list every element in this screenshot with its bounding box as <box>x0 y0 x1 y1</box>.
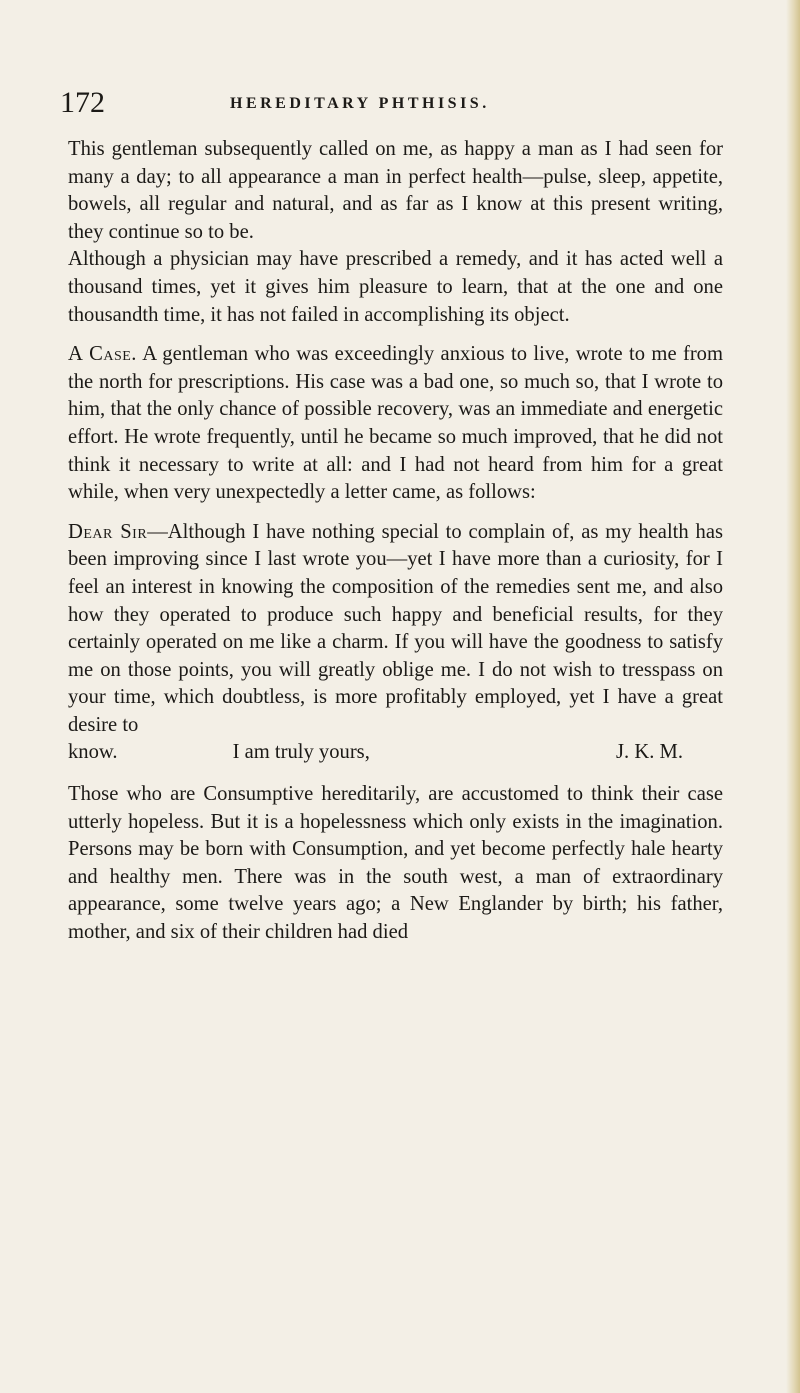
letter-closing: I am truly yours, <box>232 741 370 764</box>
letter-signature: J. K. M. <box>616 741 683 764</box>
paragraph-letter <box>68 519 723 740</box>
paragraph-a-case <box>68 341 723 507</box>
a-case-lead: A Case. <box>68 343 137 366</box>
letter-last-word-text: know. <box>68 741 118 764</box>
letter-salutation: Dear Sir <box>68 520 148 543</box>
letter-text: —Although I have nothing special to complain of, as my health has been improving since I last wrote you—yet I have more than a curiosity, for I feel an interest in knowing the composition of the remedies sent me, and also how they operated to produce such happy and beneficial results, for they certainly operated on me like a charm. If you will have the goodness to satisfy me on those points, you will greatly oblige me. I do not wish to tresspass on your time, which doubtless, is more profitably employed, yet I have a great desire to <box>68 520 723 736</box>
page-header <box>60 86 720 122</box>
letter-block <box>68 519 723 767</box>
page-number: 172 <box>60 86 105 119</box>
paragraph-physician-remedy: Although a physician may have prescribed a remedy, and it has acted well a thousand times, yet it gives him pleasure to learn, that at the one and one thousandth time, it has not failed in accomplishing its object. <box>68 248 723 326</box>
page-edge <box>786 0 800 1393</box>
running-head: HEREDITARY PHTHISIS. <box>230 95 490 112</box>
letter-last-word <box>68 739 370 767</box>
page-body <box>68 136 723 947</box>
letter-signoff <box>68 739 723 767</box>
a-case-text: A gentleman who was exceedingly anxious to live, wrote to me from the north for prescriptions. His case was a bad one, so much so, that I wrote to him, that the only chance of possible recovery, was an immediate and energetic effort. He wrote frequently, until he became so much improved, that he did not think it necessary to write at all: and I had not heard from him for a great while, when very unexpectedly a letter came, as follows: <box>68 343 723 504</box>
paragraph-gentleman-visit: This gentleman subsequently called on me, as happy a man as I had seen for many a day; to all appearance a man in perfect health—pulse, sleep, appetite, bowels, all regular and natural, and as far as I know at this present writing, they continue so to be. <box>68 138 723 243</box>
paragraph-consumptive: Those who are Consumptive hereditarily, are accustomed to think their case utterly hopeless. But it is a hopelessness which only exists in the imagination. Persons may be born with Consumption, and yet become perfectly hale hearty and healthy men. There was in the south west, a man of extraordinary appearance, some twelve years ago; a New Englander by birth; his father, mother, and six of their children had died <box>68 783 723 944</box>
